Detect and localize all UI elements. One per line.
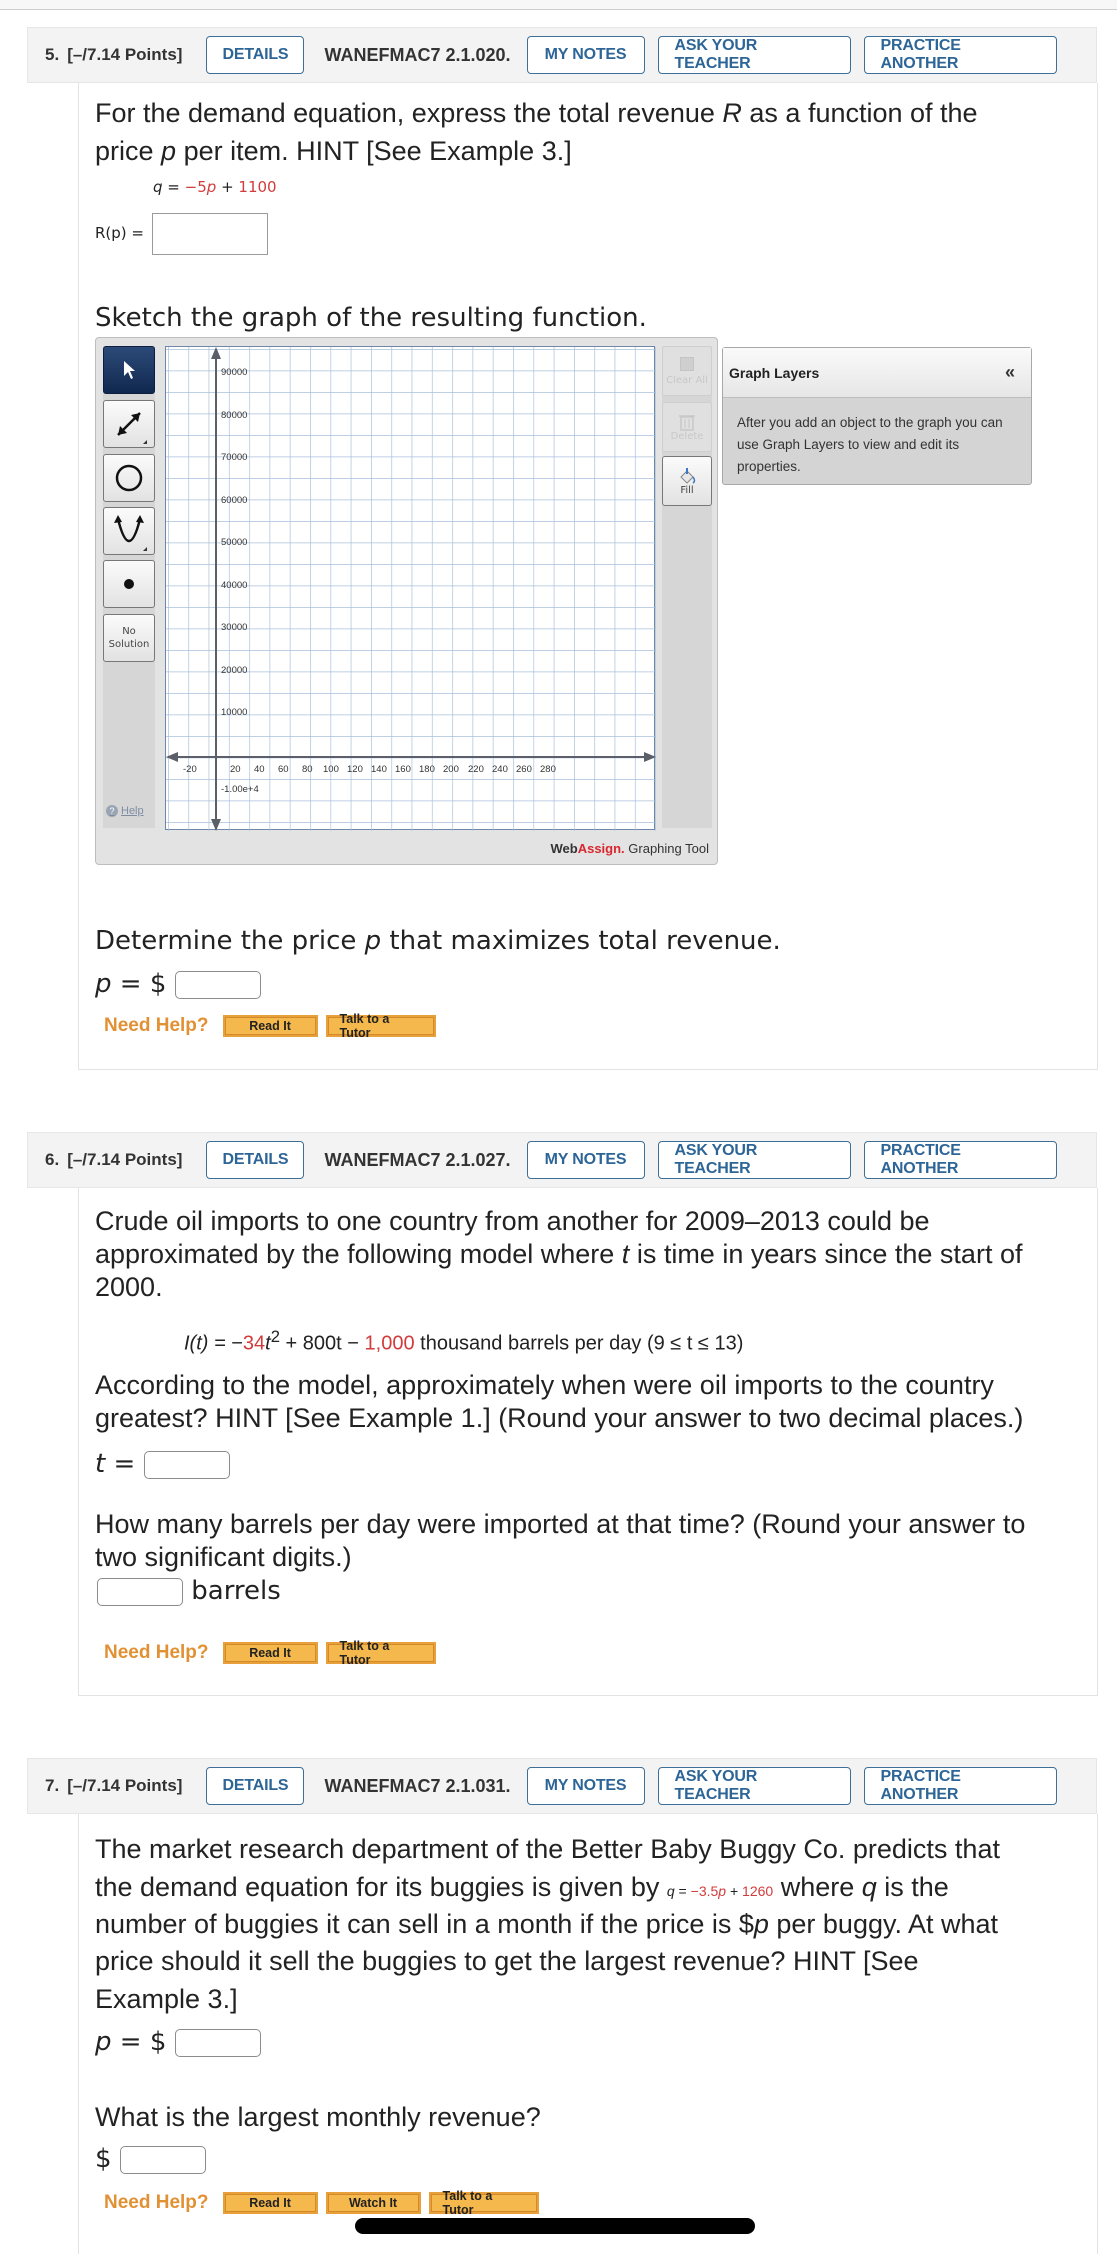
svg-text:-20: -20 — [183, 764, 197, 775]
question-code: WANEFMAC7 2.1.020. — [324, 44, 511, 65]
fill-label: Fill — [680, 484, 694, 496]
read-it-button[interactable]: Read It — [223, 1015, 318, 1037]
barrels-answer-row — [97, 1575, 281, 1608]
svg-text:30000: 30000 — [221, 622, 248, 633]
read-it-button[interactable]: Read It — [223, 2192, 318, 2214]
clear-all-label: Clear All — [666, 374, 708, 386]
talk-to-tutor-button[interactable]: Talk to a Tutor — [326, 1642, 436, 1664]
point-icon — [122, 577, 136, 591]
t-answer-row: t = — [95, 1448, 230, 1481]
question-6-header — [27, 1132, 1097, 1188]
no-solution-button[interactable] — [103, 614, 155, 662]
my-notes-button[interactable]: MY NOTES — [527, 1767, 645, 1805]
question-5-prompt-line-2: price p per item. HINT [See Example 3.] — [95, 136, 572, 166]
svg-text:160: 160 — [395, 764, 411, 775]
t-input[interactable] — [144, 1451, 230, 1479]
svg-text:120: 120 — [347, 764, 363, 775]
question-7-line-4: price should it sell the buggies to get the largest revenue? HINT [See — [95, 1946, 919, 1976]
ask-your-teacher-button[interactable]: ASK YOUR TEACHER — [658, 1141, 851, 1179]
talk-to-tutor-button[interactable]: Talk to a Tutor — [326, 1015, 436, 1037]
maximize-prompt: Determine the price p that maximizes total revenue. — [95, 926, 781, 956]
question-points: [–/7.14 Points] — [67, 45, 183, 64]
barrels-unit: barrels — [191, 1576, 281, 1606]
graph-layers-header[interactable] — [723, 348, 1031, 398]
ask-your-teacher-button[interactable]: ASK YOUR TEACHER — [658, 36, 851, 74]
no-solution-label-2: Solution — [108, 639, 150, 650]
buggy-price-input[interactable] — [175, 2029, 261, 2057]
sketch-prompt: Sketch the graph of the resulting function. — [95, 303, 647, 333]
graph-tool-palette — [103, 346, 155, 828]
parabola-tool-button[interactable] — [103, 507, 155, 555]
line-arrows-icon — [109, 404, 149, 444]
select-tool-button[interactable] — [103, 346, 155, 394]
question-7-line-1: The market research department of the Better Baby Buggy Co. predicts that — [95, 1834, 1000, 1864]
ask-your-teacher-button[interactable]: ASK YOUR TEACHER — [658, 1767, 851, 1805]
graph-action-palette — [662, 346, 712, 828]
p-input[interactable] — [175, 971, 261, 999]
circle-tool-button[interactable] — [103, 454, 155, 502]
parabola-icon — [109, 511, 149, 551]
revenue-answer-row: $ — [95, 2143, 206, 2176]
need-help-row — [104, 1639, 444, 1667]
my-notes-button[interactable]: MY NOTES — [527, 36, 645, 74]
svg-text:80: 80 — [302, 764, 313, 775]
question-7-line-5: Example 3.] — [95, 1984, 238, 2014]
talk-to-tutor-button[interactable]: Talk to a Tutor — [429, 2192, 539, 2214]
need-help-row — [104, 1012, 444, 1040]
svg-text:240: 240 — [492, 764, 508, 775]
clear-all-icon — [680, 357, 694, 371]
circle-icon — [113, 462, 145, 494]
home-indicator-bar — [355, 2218, 755, 2234]
my-notes-button[interactable]: MY NOTES — [527, 1141, 645, 1179]
practice-another-button[interactable]: PRACTICE ANOTHER — [864, 1141, 1057, 1179]
question-points: [–/7.14 Points] — [67, 1776, 183, 1795]
watch-it-button[interactable]: Watch It — [326, 2192, 421, 2214]
question-points: [–/7.14 Points] — [67, 1150, 183, 1169]
need-help-label: Need Help? — [104, 2192, 209, 2213]
svg-text:40000: 40000 — [221, 580, 248, 591]
question-code: WANEFMAC7 2.1.027. — [324, 1149, 511, 1170]
help-icon: ? — [106, 805, 118, 817]
import-model-equation: $I(t) = -34t^2 + 800t - 1,000$ thousand barrels per day (9 ≤ t ≤ 13) — [184, 1327, 744, 1355]
svg-text:90000: 90000 — [221, 367, 248, 378]
p-answer-row: p = $ — [95, 968, 261, 1001]
svg-text:220: 220 — [468, 764, 484, 775]
question-number: 6. — [45, 1150, 60, 1169]
barrels-input[interactable] — [97, 1578, 183, 1606]
svg-text:20000: 20000 — [221, 665, 248, 676]
webassign-graphing-tool-brand: WebAssign. Graphing Tool — [550, 841, 709, 856]
svg-text:40: 40 — [254, 764, 265, 775]
revenue-input[interactable] — [120, 2146, 206, 2174]
help-link[interactable] — [106, 805, 144, 817]
trash-icon — [679, 413, 695, 431]
graph-canvas[interactable] — [165, 346, 655, 830]
help-label[interactable]: Help — [121, 805, 144, 817]
revenue-prompt: What is the largest monthly revenue? — [95, 2102, 541, 2132]
question-7-line-2: the demand equation for its buggies is given by q = −3.5p + 1260 where q is the — [95, 1872, 949, 1902]
graph-grid[interactable] — [166, 347, 656, 831]
no-solution-label: No — [122, 626, 136, 637]
question-7-header — [27, 1758, 1097, 1814]
question-6-part-2-line-2: two significant digits.) — [95, 1542, 352, 1572]
delete-button[interactable] — [662, 402, 712, 452]
question-number: 5. — [45, 45, 60, 64]
browser-top-edge — [0, 0, 1117, 10]
svg-text:180: 180 — [419, 764, 435, 775]
question-6-intro-line-3: 2000. — [95, 1272, 163, 1302]
delete-label: Delete — [670, 430, 704, 442]
svg-text:-1.00e+4: -1.00e+4 — [221, 784, 259, 795]
question-5-header — [27, 27, 1097, 83]
buggy-price-answer-row: p = $ — [95, 2026, 261, 2059]
need-help-row — [104, 2189, 547, 2217]
rp-label: R(p) = — [95, 224, 144, 242]
question-5-prompt-line-1: For the demand equation, express the total revenue R as a function of the — [95, 98, 978, 128]
svg-text:200: 200 — [443, 764, 459, 775]
paint-bucket-icon — [678, 467, 696, 485]
question-6-part-2-line-1: How many barrels per day were imported at that time? (Round your answer to — [95, 1509, 1026, 1539]
question-6-part-1-line-1: According to the model, approximately when were oil imports to the country — [95, 1370, 994, 1400]
need-help-label: Need Help? — [104, 1015, 209, 1036]
fill-button[interactable] — [662, 456, 712, 506]
svg-text:20: 20 — [230, 764, 241, 775]
demand-equation: q = −5p + 1100 — [153, 178, 277, 196]
graph-layers-description: After you add an object to the graph you can use Graph Layers to view and edit its properties. — [737, 415, 1003, 474]
graph-layers-title: Graph Layers — [729, 364, 820, 381]
question-6-part-1-line-2: greatest? HINT [See Example 1.] (Round your answer to two decimal places.) — [95, 1403, 1024, 1433]
svg-text:140: 140 — [371, 764, 387, 775]
need-help-label: Need Help? — [104, 1642, 209, 1663]
svg-text:10000: 10000 — [221, 707, 248, 718]
details-button[interactable]: DETAILS — [206, 1141, 304, 1179]
graphing-tool — [95, 337, 718, 865]
read-it-button[interactable]: Read It — [223, 1642, 318, 1664]
practice-another-button[interactable]: PRACTICE ANOTHER — [864, 36, 1057, 74]
clear-all-button[interactable] — [662, 346, 712, 396]
svg-text:60000: 60000 — [221, 495, 248, 506]
line-tool-button[interactable] — [103, 400, 155, 448]
point-tool-button[interactable] — [103, 560, 155, 608]
details-button[interactable]: DETAILS — [206, 36, 304, 74]
question-6-intro-line-2: approximated by the following model where t is time in years since the start of — [95, 1239, 1023, 1269]
svg-text:70000: 70000 — [221, 452, 248, 463]
svg-text:60: 60 — [278, 764, 289, 775]
collapse-chevron-icon[interactable]: « — [1004, 362, 1015, 382]
svg-text:260: 260 — [516, 764, 532, 775]
rp-input[interactable] — [152, 213, 268, 255]
details-button[interactable]: DETAILS — [206, 1767, 304, 1805]
cursor-arrow-icon — [120, 359, 138, 381]
question-number: 7. — [45, 1776, 60, 1795]
svg-text:80000: 80000 — [221, 410, 248, 421]
graph-layers-panel — [722, 347, 1032, 485]
question-6-intro-line-1: Crude oil imports to one country from another for 2009–2013 could be — [95, 1206, 930, 1236]
svg-text:100: 100 — [323, 764, 339, 775]
practice-another-button[interactable]: PRACTICE ANOTHER — [864, 1767, 1057, 1805]
svg-text:280: 280 — [540, 764, 556, 775]
question-code: WANEFMAC7 2.1.031. — [324, 1775, 511, 1796]
question-7-line-3: number of buggies it can sell in a month if the price is $p per buggy. At what — [95, 1909, 999, 1939]
svg-text:50000: 50000 — [221, 537, 248, 548]
